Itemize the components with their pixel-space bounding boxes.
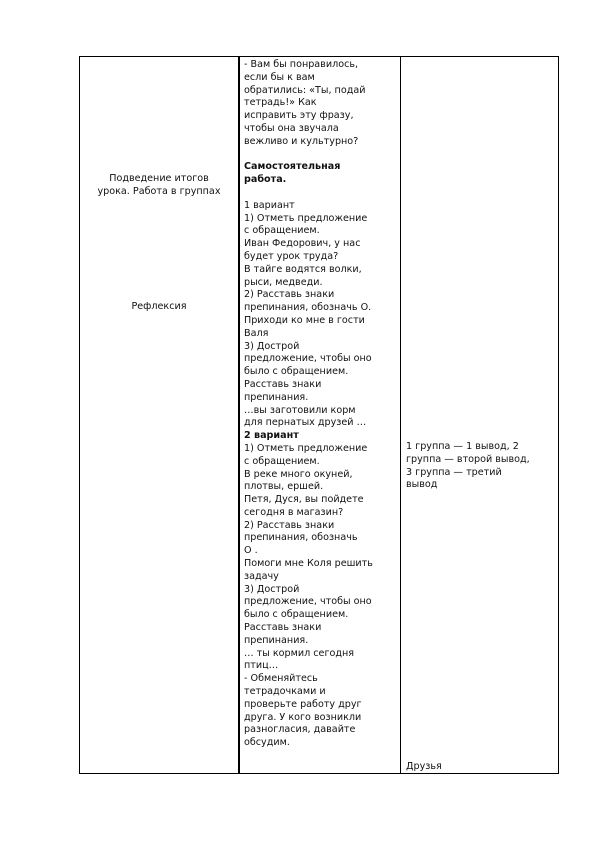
activity-text-line: 1) Отметь предложение bbox=[244, 212, 368, 224]
activity-text-line: будет урок труда? bbox=[244, 250, 339, 262]
activity-text-line: Иван Федорович, у нас bbox=[244, 238, 361, 250]
stage-text-line: урока. Работа в группах bbox=[97, 185, 221, 197]
activity-text-line: Расставь знаки bbox=[244, 622, 322, 634]
activity-text-line: было с обращением. bbox=[244, 609, 349, 621]
activity-text-line: Петя, Дуся, вы пойдете bbox=[244, 494, 364, 506]
activity-text-line bbox=[244, 149, 400, 162]
conclusion-line: 1 группа — 1 вывод, 2 bbox=[406, 441, 519, 452]
activity-text-line bbox=[244, 187, 400, 200]
activity-text-line: 1) Отметь предложение bbox=[244, 442, 368, 454]
activity-text-line: птиц… bbox=[244, 660, 279, 672]
activity-text-line: Приходи ко мне в гости bbox=[244, 314, 365, 326]
activity-text-line: исправить эту фразу, bbox=[244, 110, 354, 122]
activity-text-line: работа. bbox=[244, 174, 287, 186]
activity-text-line: Помоги мне Коля решить bbox=[244, 558, 373, 570]
activity-text-line: тетрадочками и bbox=[244, 686, 326, 698]
activity-text-line: препинания, обозначь bbox=[244, 532, 358, 544]
conclusion-line: вывод bbox=[406, 479, 438, 491]
stage-text-line: Рефлексия bbox=[131, 301, 187, 312]
activity-text-line: В реке много окуней, bbox=[244, 468, 353, 480]
activity-text-line: В тайге водятся волки, bbox=[244, 263, 362, 275]
activity-text-line: рыси, медведи. bbox=[244, 276, 323, 288]
activity-text-line: 2) Расставь знаки bbox=[244, 289, 335, 301]
activity-text-line: 2) Расставь знаки bbox=[244, 519, 335, 531]
reflection-text: Друзья bbox=[406, 761, 442, 772]
activity-text-line: для пернатых друзей … bbox=[244, 417, 367, 429]
conclusion-line: группа — второй вывод, bbox=[406, 453, 530, 465]
column-divider bbox=[400, 57, 401, 773]
activity-text-line: обсудим. bbox=[244, 737, 290, 749]
activity-text-line: - Обменяйтесь bbox=[244, 673, 318, 685]
group-conclusions bbox=[406, 441, 556, 492]
activity-text-line: предложение, чтобы оно bbox=[244, 596, 372, 608]
activity-text-line: задачу bbox=[244, 570, 279, 582]
activity-text-line: препинания. bbox=[244, 391, 309, 403]
reflection-word bbox=[406, 761, 556, 774]
lesson-table bbox=[79, 56, 559, 774]
activity-text-line: было с обращением. bbox=[244, 366, 349, 378]
stage-summary-label bbox=[80, 173, 238, 199]
activity-text-line: проверьте работу друг bbox=[244, 698, 362, 710]
activity-text-line: 3) Дострой bbox=[244, 340, 300, 352]
activity-text-line: с обращением. bbox=[244, 455, 320, 467]
activity-text-line: друга. У кого возникли bbox=[244, 711, 362, 723]
stage-reflection-label bbox=[80, 301, 238, 314]
activity-text-line: 3) Дострой bbox=[244, 583, 300, 595]
activity-text-line: …вы заготовили корм bbox=[244, 404, 356, 416]
activity-text-line: вежливо и культурно? bbox=[244, 135, 359, 147]
activity-text-line: … ты кормил сегодня bbox=[244, 647, 355, 659]
conclusion-line: 3 группа — третий bbox=[406, 466, 502, 478]
activity-text-line: разногласия, давайте bbox=[244, 724, 356, 736]
activity-text-line: 2 вариант bbox=[244, 430, 299, 442]
activity-text-line: 1 вариант bbox=[244, 199, 295, 211]
activity-text-line: с обращением. bbox=[244, 225, 320, 237]
activity-text-line: плотвы, ершей. bbox=[244, 481, 324, 493]
activity-text-line: предложение, чтобы оно bbox=[244, 353, 372, 365]
activity-text-line: если бы к вам bbox=[244, 71, 315, 83]
activity-text-line: О . bbox=[244, 545, 258, 557]
activity-text-line: сегодня в магазин? bbox=[244, 506, 344, 518]
activity-text-line: чтобы она звучала bbox=[244, 122, 339, 134]
activity-text-line: тетрадь!» Как bbox=[244, 97, 317, 109]
activity-text-line: Самостоятельная bbox=[244, 161, 341, 173]
activity-text-line: Валя bbox=[244, 327, 269, 339]
teacher-activity-text bbox=[244, 59, 400, 750]
column-divider bbox=[238, 57, 240, 773]
activity-text-line: препинания, обозначь О. bbox=[244, 302, 372, 314]
activity-text-line: обратились: «Ты, подай bbox=[244, 84, 366, 96]
stage-text-line: Подведение итогов bbox=[109, 173, 209, 184]
activity-text-line: - Вам бы понравилось, bbox=[244, 59, 359, 70]
activity-text-line: Расставь знаки bbox=[244, 378, 322, 390]
activity-text-line: препинания. bbox=[244, 634, 309, 646]
